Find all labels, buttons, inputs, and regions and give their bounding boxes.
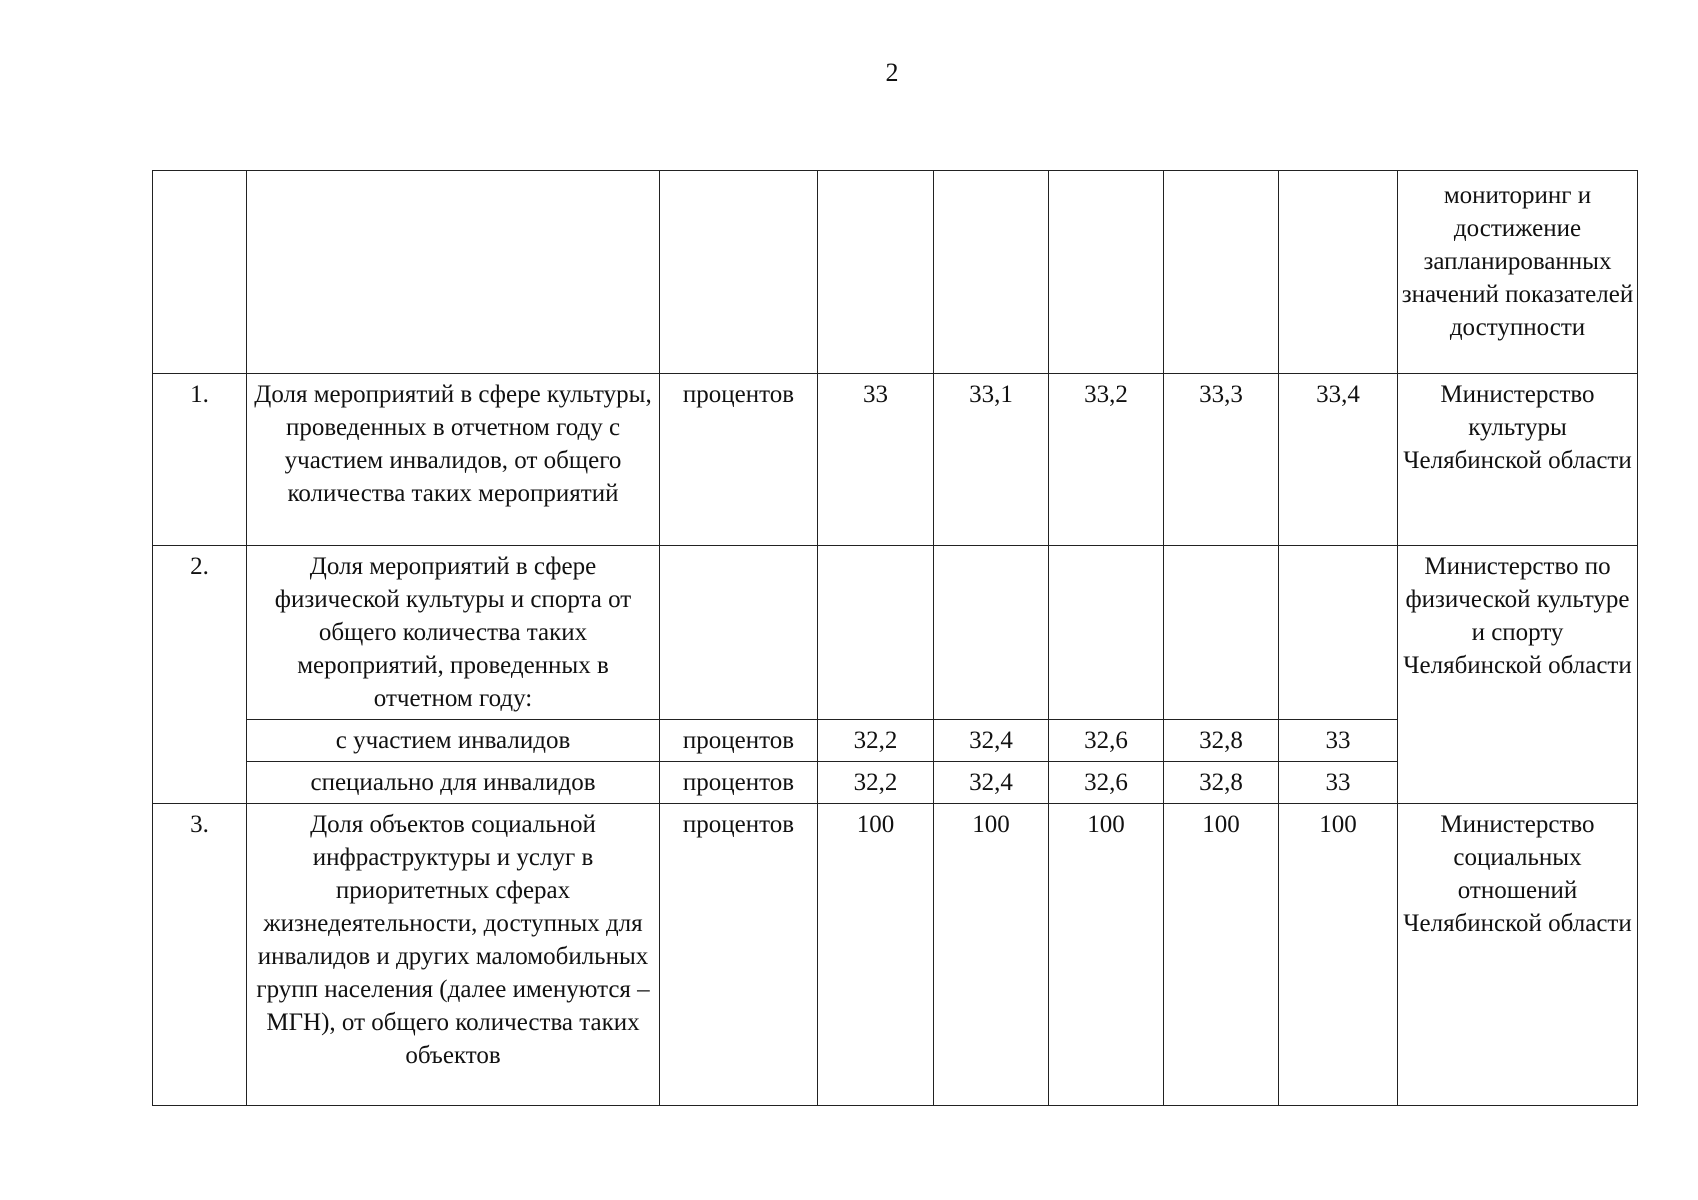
value-cell: 32,4 [934,762,1049,804]
value-cell: 33 [1279,762,1398,804]
value-cell: 33,3 [1164,374,1279,546]
value-cell: 32,4 [934,720,1049,762]
value-cell: 33,2 [1049,374,1164,546]
unit-cell: процентов [660,762,818,804]
table-cell [1164,171,1279,374]
table-cell [660,171,818,374]
table-row [153,374,1638,546]
indicator-cell: Доля мероприятий в сфере физической культуры и спорта от общего количества таких мероприятий, проведенных в отчетном году: [247,546,660,720]
responsible-cell: Министерство по физической культуре и спорту Челябинской области [1398,546,1638,804]
page-number: 2 [885,58,899,87]
table-cell [818,171,934,374]
value-cell: 100 [1049,804,1164,1106]
value-cell: 100 [934,804,1049,1106]
value-cell: 32,6 [1049,762,1164,804]
value-cell: 33,1 [934,374,1049,546]
value-cell [1279,546,1398,720]
value-cell: 32,8 [1164,720,1279,762]
row-number: 3. [153,804,247,1106]
value-cell [818,546,934,720]
value-cell [934,546,1049,720]
row-number: 2. [153,546,247,804]
indicators-table [152,170,1638,1106]
unit-cell: процентов [660,804,818,1106]
table-cell [153,171,247,374]
unit-cell: процентов [660,374,818,546]
value-cell: 32,8 [1164,762,1279,804]
table-cell [934,171,1049,374]
responsible-cell: Министерство социальных отношений Челябинской области [1398,804,1638,1106]
value-cell: 33,4 [1279,374,1398,546]
responsible-cell: Министерство культуры Челябинской области [1398,374,1638,546]
unit-cell [660,546,818,720]
indicator-cell: Доля мероприятий в сфере культуры, проведенных в отчетном году с участием инвалидов, от общего количества таких мероприятий [247,374,660,546]
value-cell: 100 [818,804,934,1106]
indicator-cell: Доля объектов социальной инфраструктуры и услуг в приоритетных сферах жизнедеятельности, доступных для инвалидов и других маломобильных групп населения (далее именуются – МГН), от общего количества таких объектов [247,804,660,1106]
value-cell [1049,546,1164,720]
subrow-label: специально для инвалидов [247,762,660,804]
table-row [153,171,1638,374]
table-cell [247,171,660,374]
table-cell [1049,171,1164,374]
value-cell: 33 [818,374,934,546]
table-cell [1279,171,1398,374]
table-row [153,804,1638,1106]
value-cell [1164,546,1279,720]
subrow-label: с участием инвалидов [247,720,660,762]
row-number: 1. [153,374,247,546]
value-cell: 100 [1164,804,1279,1106]
value-cell: 33 [1279,720,1398,762]
value-cell: 100 [1279,804,1398,1106]
unit-cell: процентов [660,720,818,762]
responsible-cell: мониторинг и достижение запланированных значений показателей доступности [1398,171,1638,374]
value-cell: 32,2 [818,762,934,804]
value-cell: 32,6 [1049,720,1164,762]
value-cell: 32,2 [818,720,934,762]
table-row [153,546,1638,720]
